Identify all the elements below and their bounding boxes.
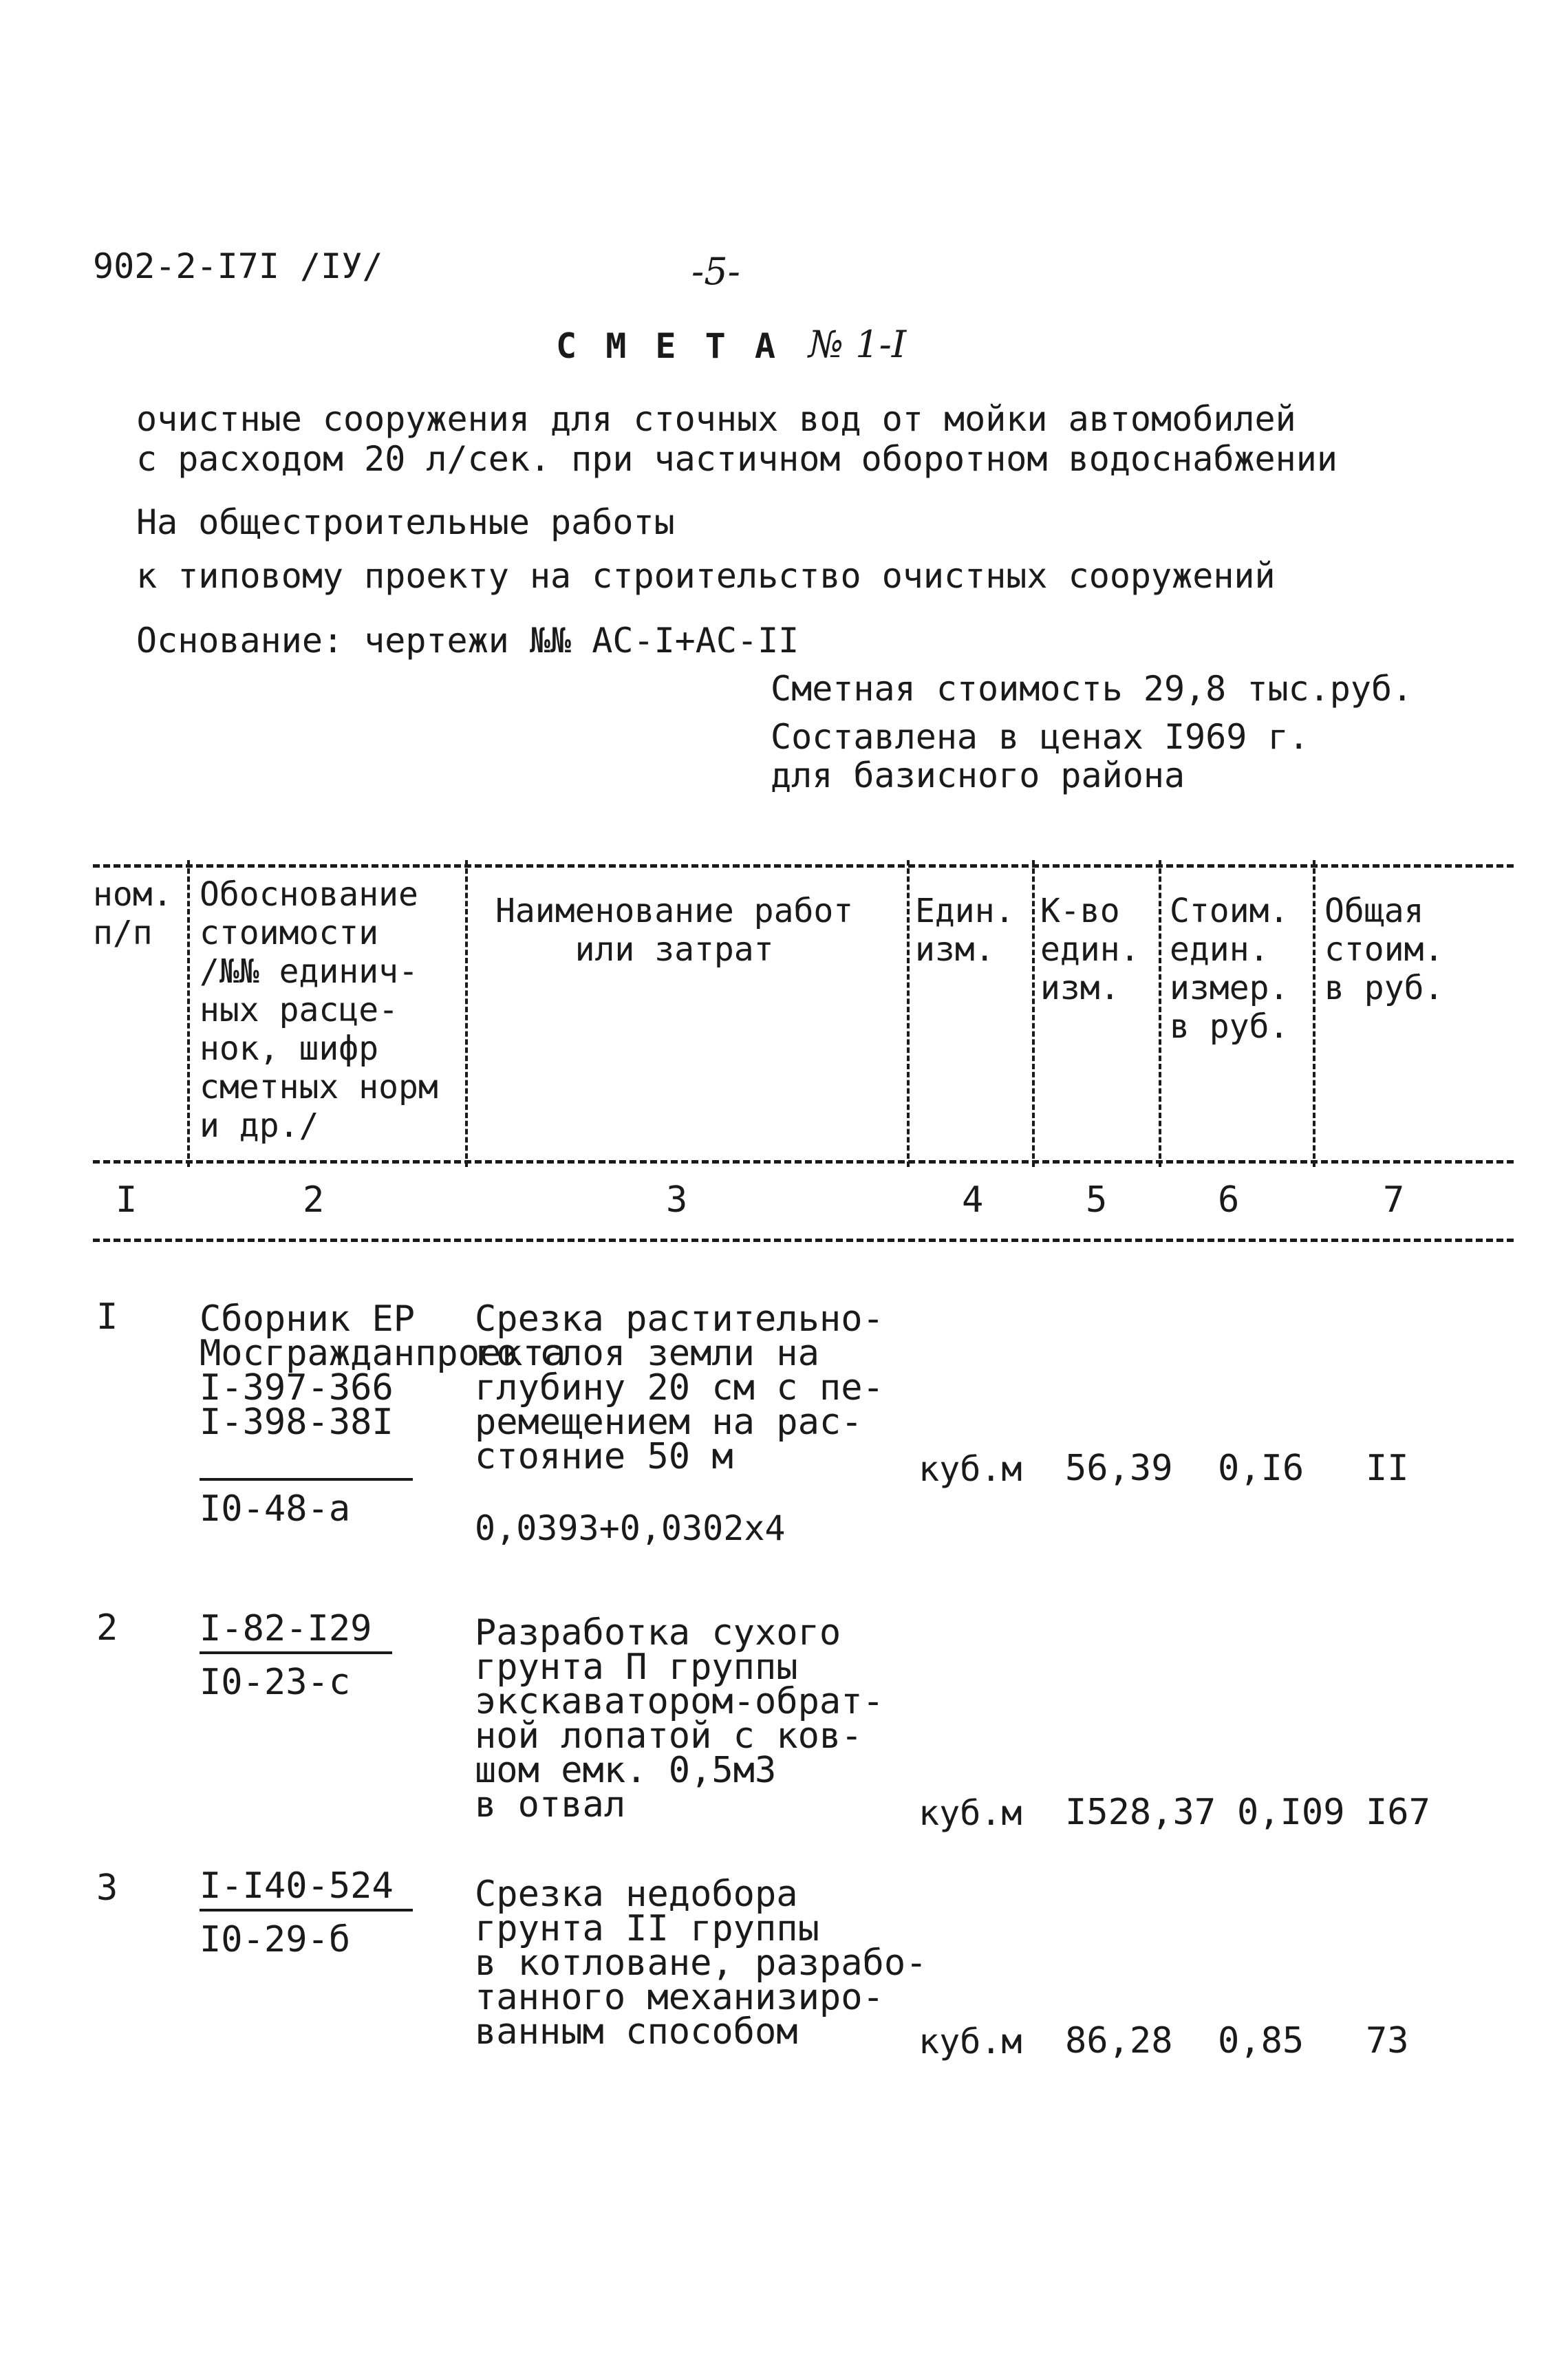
table-top-rule bbox=[93, 864, 1514, 868]
page-number: -5- bbox=[691, 250, 740, 293]
row-basis: Сборник ЕР Мосгражданпроекта I-397-366 I-398-38I bbox=[200, 1298, 566, 1443]
basis-underline bbox=[200, 1478, 413, 1481]
basis-drawings: Основание: чертежи №№ АС-I+АС-II bbox=[136, 621, 799, 661]
row-unit-price: 0,85 bbox=[1218, 2020, 1304, 2062]
row-total: 73 bbox=[1366, 2020, 1409, 2062]
column-header-work-name: Наименование работ или затрат bbox=[495, 892, 854, 969]
project-reference: к типовому проекту на строительство очистных сооружений bbox=[136, 556, 1276, 596]
row-total: I67 bbox=[1366, 1792, 1430, 1833]
column-divider bbox=[1032, 860, 1035, 1167]
row-basis-code: I0-29-б bbox=[200, 1919, 351, 1960]
column-header-number: ном. п/п bbox=[93, 875, 173, 952]
estimated-cost: Сметная стоимость 29,8 тыс.руб. bbox=[771, 669, 1413, 709]
row-total: II bbox=[1366, 1448, 1409, 1489]
row-quantity: 86,28 bbox=[1065, 2020, 1173, 2062]
row-unit-price: 0,I6 bbox=[1218, 1448, 1304, 1489]
row-unit-price: 0,I09 bbox=[1237, 1792, 1345, 1833]
column-divider bbox=[187, 860, 190, 1167]
price-level-line-2: для базисного района bbox=[771, 756, 1185, 795]
column-divider bbox=[465, 860, 468, 1167]
row-basis: I-82-I29 bbox=[200, 1608, 372, 1649]
row-basis-code: I0-48-а bbox=[200, 1488, 351, 1530]
object-name-line-2: с расходом 20 л/сек. при частичном оборотном водоснабжении bbox=[136, 439, 1338, 479]
price-level-line-1: Составлена в ценах I969 г. bbox=[771, 717, 1309, 757]
row-number: 2 bbox=[96, 1607, 118, 1649]
basis-underline bbox=[200, 1909, 413, 1911]
row-work-name: Разработка сухого грунта П группы экскаватором-обрат- ной лопатой с ков- шом емк. 0,5м3 в отвал bbox=[475, 1612, 884, 1825]
column-number: 5 bbox=[1086, 1179, 1108, 1221]
column-divider bbox=[907, 860, 910, 1167]
row-number: 3 bbox=[96, 1867, 118, 1909]
column-divider bbox=[1313, 860, 1315, 1167]
table-number-rule bbox=[93, 1239, 1514, 1242]
row-unit: куб.м bbox=[919, 1793, 1022, 1833]
document-code: 902-2-I7I /IУ/ bbox=[93, 246, 383, 286]
column-number: 3 bbox=[666, 1179, 688, 1221]
row-work-name: Срезка недобора грунта II группы в котловане, разрабо- танного механизиро- ванным способом bbox=[475, 1874, 927, 2053]
works-type: На общестроительные работы bbox=[136, 502, 675, 542]
row-quantity: I528,37 bbox=[1065, 1792, 1216, 1833]
column-header-total: Общая стоим. в руб. bbox=[1324, 892, 1444, 1007]
column-header-unit-price: Стоим. един. измер. в руб. bbox=[1170, 892, 1289, 1046]
row-basis-code: I0-23-с bbox=[200, 1662, 351, 1703]
row-basis: I-I40-524 bbox=[200, 1865, 394, 1907]
object-name-line-1: очистные сооружения для сточных вод от мойки автомобилей bbox=[136, 399, 1296, 439]
row-formula: 0,0393+0,0302х4 bbox=[475, 1508, 786, 1548]
row-work-name: Срезка растительно- го слоя земли на глубину 20 см с пе- ремещением на рас- стояние 50 м bbox=[475, 1298, 884, 1477]
column-number: I bbox=[116, 1179, 138, 1221]
smeta-title: С М Е Т А bbox=[556, 326, 780, 366]
column-number: 7 bbox=[1383, 1179, 1405, 1221]
column-number: 4 bbox=[962, 1179, 984, 1221]
row-unit: куб.м bbox=[919, 2022, 1022, 2062]
column-number: 2 bbox=[303, 1179, 325, 1221]
row-unit: куб.м bbox=[919, 1449, 1022, 1489]
column-header-basis: Обоснование стоимости /№№ единич- ных расце- нок, шифр сметных норм и др./ bbox=[200, 875, 438, 1145]
column-number: 6 bbox=[1218, 1179, 1240, 1221]
row-quantity: 56,39 bbox=[1065, 1448, 1173, 1489]
basis-underline bbox=[200, 1651, 392, 1654]
column-header-quantity: К-во един. изм. bbox=[1040, 892, 1140, 1007]
column-divider bbox=[1159, 860, 1161, 1167]
smeta-number: № 1-I bbox=[808, 323, 907, 366]
column-header-unit: Един. изм. bbox=[915, 892, 1015, 969]
table-header-rule bbox=[93, 1160, 1514, 1164]
row-number: I bbox=[96, 1296, 118, 1338]
